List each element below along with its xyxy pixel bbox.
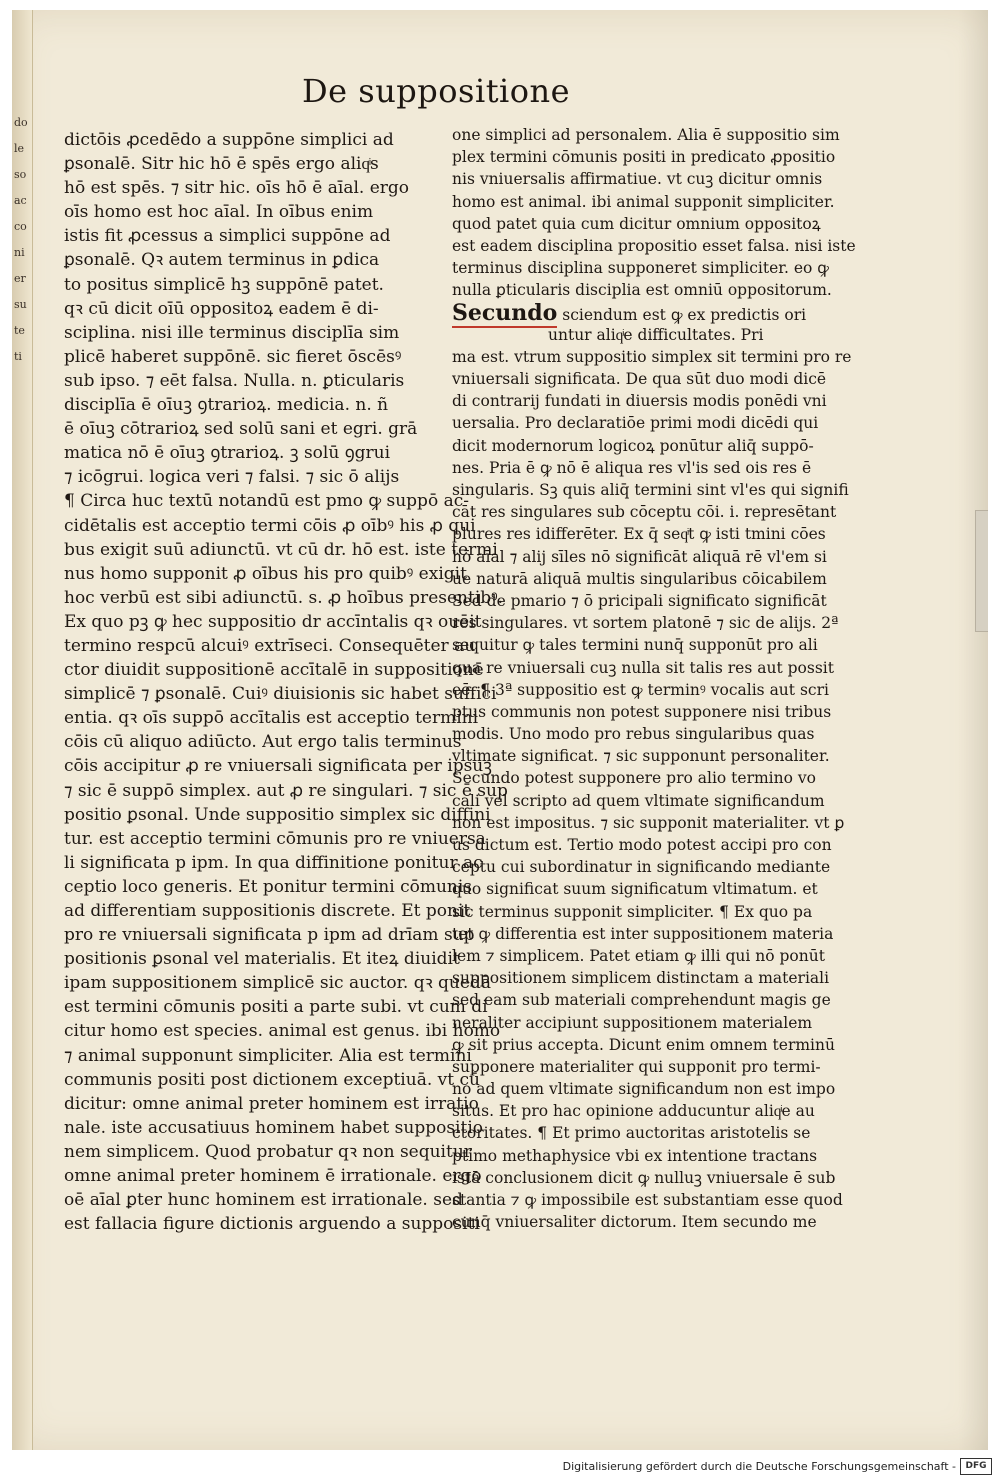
right-column-line: no ad quem vltimate significandum non est impo <box>452 1080 836 1099</box>
left-column-line: citur homo est species. animal est genus. ibi homo <box>64 1021 501 1042</box>
left-column-line: ad differentiam suppositionis discrete. Et ponit <box>64 901 471 921</box>
right-column-line: plex termini cōmunis positi in predicato ꝓpositio <box>452 148 836 167</box>
left-column-line: cōis cū aliquo adiūcto. Aut ergo talis terminus <box>64 732 462 753</box>
left-column-line: positionis ꝑsonal vel materialis. Et iteꝝ diuidit <box>64 949 460 970</box>
left-column-line: simplicē ⁊ ꝑsonalē. Cuiꝰ diuisionis sic habet suffici <box>64 684 497 705</box>
running-head-text: De suppositione <box>302 72 571 110</box>
right-column-line: terminus disciplina supponeret simpliciter. eo ꝙ <box>452 259 829 278</box>
right-column-line: stantia ⁊ ꝙ impossibile est substantiam esse quod <box>452 1191 843 1209</box>
left-column-line: cidētalis est acceptio termi cōis ꝓ oībꝰ his ꝓ qui <box>64 515 476 536</box>
left-column-line: est fallacia figure dictionis arguendo a suppositi <box>64 1214 480 1235</box>
right-column-line: one simplici ad personalem. Alia ē suppositio sim <box>452 126 840 144</box>
right-column-line: modis. Uno modo pro rebus singularibus quas <box>452 725 815 744</box>
previous-leaf-fragment: co <box>14 220 27 233</box>
left-column-line: communis positi post dictionem exceptiuā. vt cū <box>64 1069 480 1090</box>
right-column-line: homo est animal. ibi animal supponit simpliciter. <box>452 192 835 211</box>
left-column-line: ¶ Circa huc textū notandū est pmo ꝙ suppō ac- <box>64 491 469 512</box>
left-column-line: nem simplicem. Quod probatur qꝛ non sequitur <box>64 1141 472 1162</box>
secundo-line-1 <box>452 299 852 326</box>
right-column-line: ceptu cui subordinatur in significando mediante <box>452 858 831 877</box>
right-column-line: supponere materialiter qui supponit pro termi- <box>452 1057 821 1076</box>
secundo-line-2-text: untur aliqͥe difficultates. Pri <box>548 325 764 344</box>
right-column-line: eē. ¶ 3ª suppositio est ꝙ terminꝰ vocalis aut scri <box>452 680 829 699</box>
right-column-line: neraliter accipiunt suppositionem materialem <box>452 1013 813 1032</box>
left-column-line: sciplina. nisi ille terminus disciplīa sim <box>64 322 400 343</box>
right-column-line: ptimo methaphysice vbi ex intentione tractans <box>452 1146 818 1165</box>
left-column-line: oē aīal ꝑter hunc hominem est irrationale. sed <box>64 1190 463 1211</box>
right-column-line: situs. Et pro hac opinione adducuntur aliqͥe au <box>452 1102 815 1121</box>
previous-leaf-fragment: so <box>14 168 27 181</box>
page-gutter-shadow <box>958 10 988 1450</box>
left-column-line: tur. est acceptio termini cōmunis pro re vniuersa <box>64 828 486 849</box>
right-column-line: cāt res singulares sub cōceptu cōi. i. represētant <box>452 503 837 522</box>
previous-leaf-fragment: ni <box>14 246 25 259</box>
left-column-line: entia. qꝛ oīs suppō accītalis est acceptio termini <box>64 708 479 729</box>
left-column-line: sub ipso. ⁊ eēt falsa. Nulla. n. ꝑticularis <box>64 370 405 391</box>
right-column-line: nis vniuersalis affirmatiue. vt cuꝫ dicitur omnis <box>452 170 823 189</box>
right-column-line: plures res idifferēter. Ex q̄ seqͥt ꝙ isti tmini cōes <box>452 525 826 544</box>
right-column-line: di contrarij fundati in diuersis modis ponēdi vni <box>452 392 827 411</box>
left-column-line: ꝑsonalē. Sitr hic hō ē spēs ergo aliqͥs <box>64 154 379 175</box>
right-column-line: ptus communis non potest supponere nisi tribus <box>452 702 832 721</box>
right-column-bottom-block <box>452 346 852 1234</box>
left-column-line: plicē haberet suppōnē. sic fieret ōscēsꝰ <box>64 346 402 367</box>
right-column-line: res singulares. vt sortem platonē ⁊ sic de alijs. 2ª <box>452 614 839 633</box>
left-column-line: bus exigit suū adiunctū. vt cū dr. hō est. iste termi <box>64 539 498 560</box>
right-column-top-block <box>452 124 856 302</box>
right-column-line: non est impositus. ⁊ sic supponit materialiter. vt ꝑ <box>452 813 845 832</box>
right-column-line: cunq̄ vniuersaliter dictorum. Item secundo me <box>452 1213 817 1232</box>
left-column-line: ⁊ animal supponunt simpliciter. Alia est termini <box>64 1045 472 1066</box>
right-column-line: cali vel scripto ad quem vltimate significandum <box>452 791 825 810</box>
left-column-line: ꝑsonalē. Qꝛ autem terminus in ꝑdica <box>64 250 380 271</box>
right-column-line: quod patet quia cum dicitur omnium oppositoꝝ <box>452 214 821 233</box>
right-column-line: qua re vniuersali cuꝫ nulla sit talis res aut possit <box>452 658 834 677</box>
right-column-line: vniuersali significata. De qua sūt duo modi dicē <box>452 370 827 389</box>
left-column-line: dictōis ꝓcedēdo a suppōne simplici ad <box>64 130 394 150</box>
previous-leaf-fragment: le <box>14 142 25 155</box>
dfg-logo: DFG <box>960 1458 992 1475</box>
right-column-line: uersalia. Pro declaratiōe primi modi dicēdi qui <box>452 414 819 433</box>
left-column-line: hoc verbū est sibi adiunctū. s. ꝓ hoībus presentibꝰ. <box>64 587 504 608</box>
left-column-line: ⁊ sic ē suppō simplex. aut ꝓ re singulari. ⁊ sic ē sup <box>64 780 508 801</box>
left-column-line: ⁊ icōgrui. logica veri ⁊ falsi. ⁊ sic ō alijs <box>64 467 400 488</box>
left-column-line: pro re vniuersali significata p ipm ad drīam sup <box>64 925 475 946</box>
right-column-line: us dictum est. Tertio modo potest accipi pro con <box>452 836 832 854</box>
left-column-line: cōis accipitur ꝓ re vniuersali significata per ipsuꝫ <box>64 756 492 777</box>
left-column-line: positio ꝑsonal. Unde suppositio simplex sic diffini <box>64 804 491 825</box>
previous-leaf-fragment: do <box>14 116 28 129</box>
right-column-line: ue naturā aliquā multis singularibus cōicabilem <box>452 569 827 588</box>
left-column-line: nus homo supponit ꝓ oībus his pro quibꝰ exigit <box>64 563 467 584</box>
left-column-line: oīs homo est hoc aīal. In oībus enim <box>64 202 374 223</box>
right-column-line: est eadem disciplina propositio esset falsa. nisi iste <box>452 236 856 255</box>
running-head <box>302 72 570 110</box>
page-edge-tab <box>975 510 988 632</box>
right-column-line: singularis. Sꝫ quis aliq̄ termini sint vl'es qui signifi <box>452 481 849 499</box>
right-column-line: lem ⁊ simplicem. Patet etiam ꝙ illi qui nō ponūt <box>452 946 825 965</box>
right-column-line: istā conclusionem dicit ꝙ nulluꝫ vniuersale ē sub <box>452 1168 836 1187</box>
left-column-line: istis fit ꝓcessus a simplici suppōne ad <box>64 226 391 247</box>
left-column-line: ē oīuꝫ cōtrarioꝝ sed solū sani et egri. grā <box>64 419 418 440</box>
left-column-line: hō est spēs. ⁊ sitr hic. oīs hō ē aīal. ergo <box>64 178 410 199</box>
left-column-line: nale. iste accusatiuus hominem habet suppositio <box>64 1117 483 1138</box>
previous-leaf-fragment: te <box>14 324 25 337</box>
left-column-line: est termini cōmunis positi a parte subi. vt cum di <box>64 997 488 1018</box>
right-column-line: tet ꝙ differentia est inter suppositionem materia <box>452 924 834 943</box>
left-column-line: Ex quo pꝫ ꝙ hec suppositio dr accīntalis qꝛ ouēit <box>64 611 482 632</box>
previous-leaf-fragment: ac <box>14 194 27 207</box>
right-column-line: dicit modernorum logicoꝝ ponūtur aliq̄ suppō- <box>452 436 814 455</box>
left-column-line: ipam suppositionem simplicē sic auctor. qꝛ quedā <box>64 973 491 994</box>
left-column-line: disciplīa ē oīuꝫ ꝯtrarioꝝ. medicia. n. ñ <box>64 395 389 416</box>
right-column-line: Sed de pmario ⁊ ō pricipali significato significāt <box>452 591 827 610</box>
secundo-line-1-text: sciendum est ꝙ ex predictis ori <box>562 305 807 324</box>
previous-leaf-fragment: su <box>14 298 27 311</box>
right-column-line: quo significat suum significatum vltimatum. et <box>452 880 818 899</box>
footer-funding-text: Digitalisierung gefördert durch die Deutsche Forschungsgemeinschaft - <box>562 1460 956 1473</box>
previous-leaf-edge <box>12 10 33 1450</box>
previous-leaf-fragment: ti <box>14 350 22 363</box>
right-column-line: sic terminus supponit simpliciter. ¶ Ex quo pa <box>452 902 813 921</box>
left-column-line: qꝛ cū dicit oīū oppositoꝝ eadem ē di- <box>64 298 379 319</box>
previous-leaf-fragment: er <box>14 272 26 285</box>
secundo-rubric-word: Secundo <box>452 299 558 326</box>
left-column-line: matica nō ē oīuꝫ ꝯtrarioꝝ. ꝫ solū ꝯgrui <box>64 443 391 464</box>
left-column-line: ctor diuidit suppositionē accītalē in suppositionē <box>64 660 484 681</box>
right-column-line: ꝙ sit prius accepta. Dicunt enim omnem terminū <box>452 1035 835 1054</box>
left-column-line: to positus simplicē hꝫ suppōnē patet. <box>64 274 384 295</box>
right-column-line: vltimate significat. ⁊ sic supponunt personaliter. <box>452 747 830 766</box>
left-column-line: dicitur: omne animal preter hominem est irratio <box>64 1093 479 1114</box>
right-column-line: suppositionem simplicem distinctam a materiali <box>452 969 830 988</box>
left-column-line: li significata p ipm. In qua diffinitione ponitur ac <box>64 852 483 873</box>
right-column-line: ma est. vtrum suppositio simplex sit termini pro re <box>452 347 852 366</box>
right-column-line: ctoritates. ¶ Et primo auctoritas aristotelis se <box>452 1124 811 1143</box>
left-column-line: ceptio loco generis. Et ponitur termini cōmunis <box>64 876 473 897</box>
right-column-line: sed eam sub materiali comprehendunt magis ge <box>452 991 831 1010</box>
right-column-line: nulla ꝑticularis disciplia est omniū oppositorum. <box>452 281 832 300</box>
right-column-line: sequitur ꝙ tales termini nunq̄ supponūt pro ali <box>452 636 818 655</box>
right-column-line: hō aīal ⁊ alij sīles nō significāt aliquā rē vl'em si <box>452 547 827 566</box>
digitization-footer <box>0 1452 1000 1483</box>
right-column-line: Secundo potest supponere pro alio termino vo <box>452 769 816 788</box>
right-column-line: nes. Pria ē ꝙ nō ē aliqua res vl'is sed ois res ē <box>452 458 812 477</box>
left-column-line: omne animal preter hominem ē irrationale. ergo <box>64 1166 482 1187</box>
right-text-column <box>452 124 856 1233</box>
left-column-line: termino respcū alcuiꝰ extrīseci. Consequēter au <box>64 635 476 656</box>
book-page <box>12 10 988 1450</box>
